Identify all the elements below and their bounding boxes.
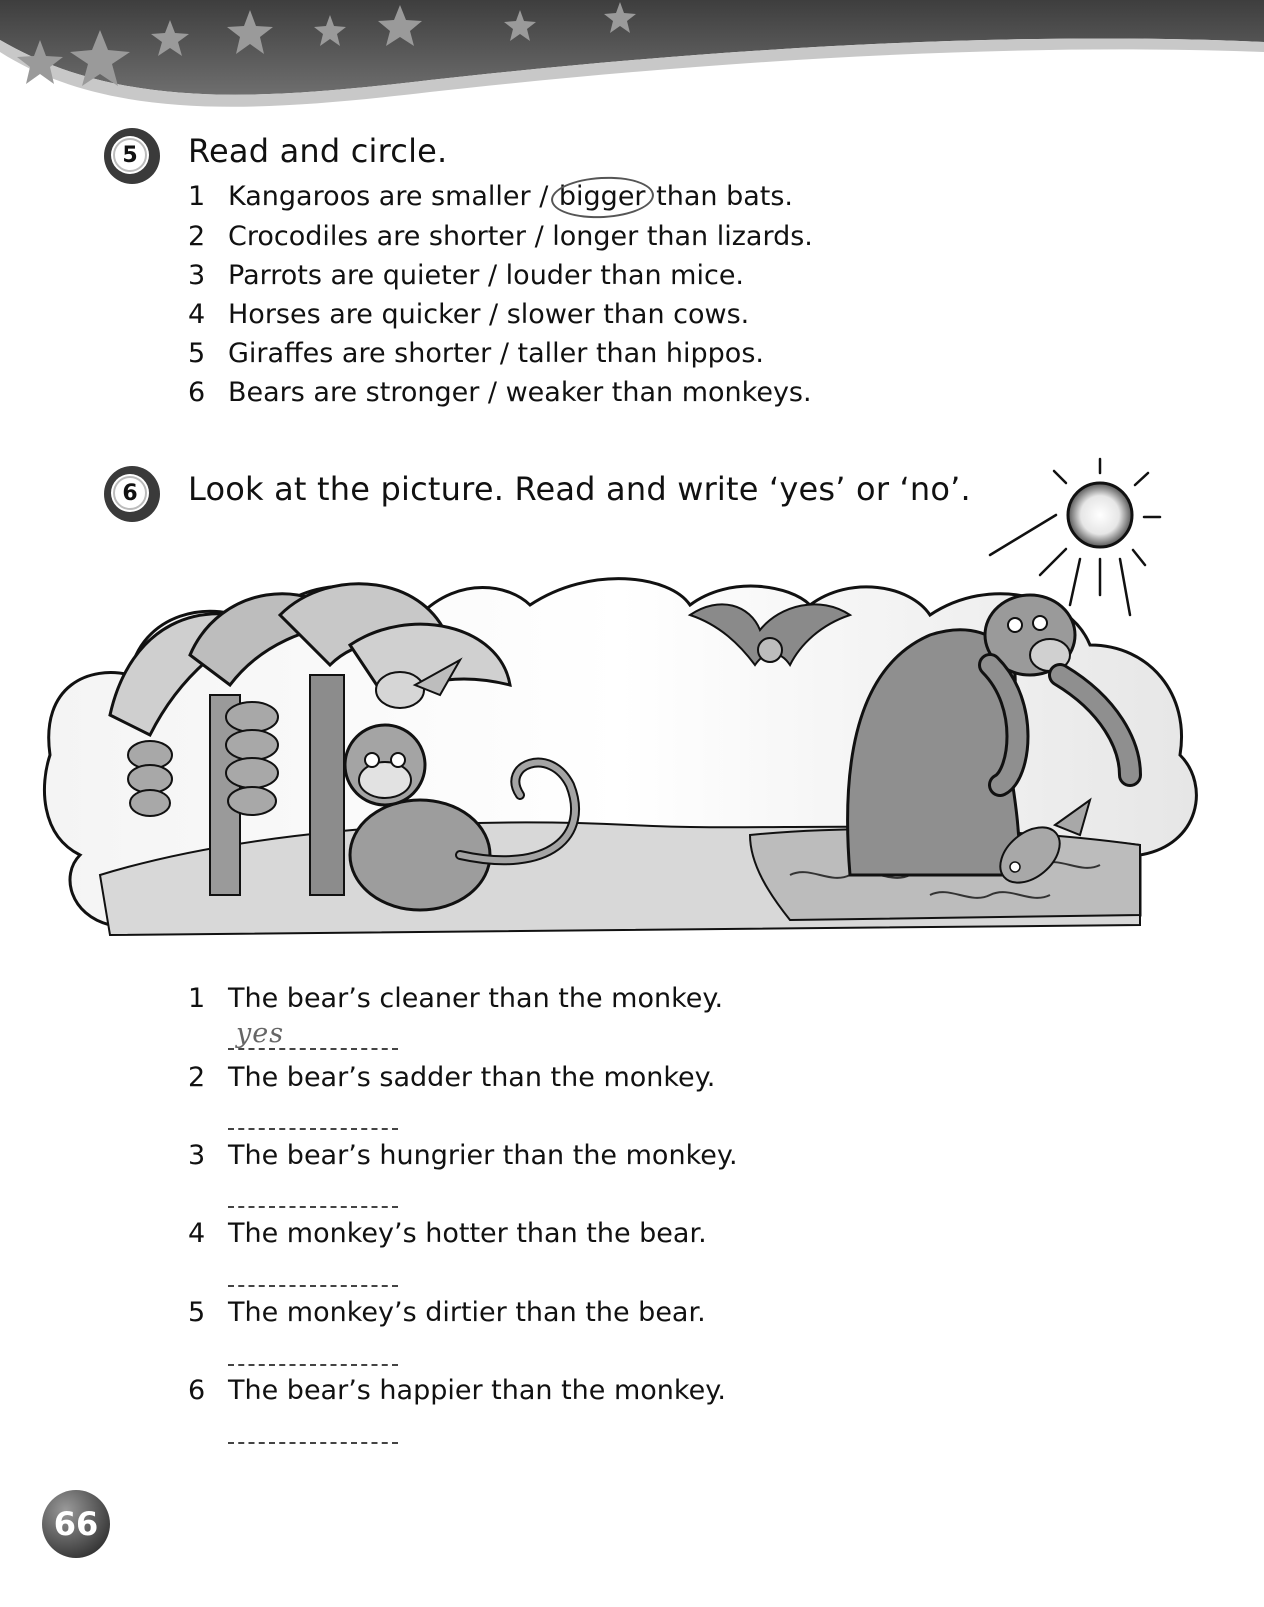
exercise-number: 5 [122, 142, 138, 168]
item-number: 6 [188, 377, 206, 408]
sun-icon [990, 459, 1160, 615]
item-text-before: Kangaroos are smaller / [228, 181, 557, 212]
page-number-badge [40, 1488, 112, 1560]
item-text: Bears are stronger / weaker than monkeys. [228, 377, 812, 408]
item-number: 3 [188, 1140, 206, 1171]
item-number: 5 [188, 338, 206, 369]
answer-field[interactable] [228, 1442, 398, 1444]
header-banner [0, 0, 1264, 130]
item-number: 3 [188, 260, 206, 291]
answer-field[interactable] [228, 1048, 398, 1050]
item-text: The bear’s sadder than the monkey. [228, 1062, 716, 1093]
item-number: 5 [188, 1297, 206, 1328]
item-number: 2 [188, 1062, 206, 1093]
answer-field[interactable] [228, 1206, 398, 1208]
item-text: The monkey’s dirtier than the bear. [228, 1297, 706, 1328]
jungle-illustration [30, 455, 1230, 975]
answer-field[interactable] [228, 1364, 398, 1366]
list-item [188, 983, 723, 1014]
item-text: The bear’s hungrier than the monkey. [228, 1140, 738, 1171]
list-item[interactable] [188, 338, 764, 369]
answer-field[interactable] [228, 1285, 398, 1287]
list-item[interactable] [188, 299, 749, 330]
item-number: 2 [188, 221, 206, 252]
item-number: 4 [188, 1218, 206, 1249]
item-text: Giraffes are shorter / taller than hippos. [228, 338, 764, 369]
item-number: 1 [188, 181, 206, 212]
list-item [188, 1062, 715, 1093]
item-text: The bear’s cleaner than the monkey. [228, 983, 724, 1014]
list-item [188, 1297, 706, 1328]
list-item [188, 1140, 738, 1171]
page-number: 66 [53, 1505, 99, 1543]
exercise-title: Look at the picture. Read and write ‘yes’ or ‘no’. [188, 470, 971, 508]
list-item[interactable] [188, 377, 812, 408]
item-text: The bear’s happier than the monkey. [228, 1375, 726, 1406]
list-item [188, 1375, 726, 1406]
item-number: 4 [188, 299, 206, 330]
item-text: Horses are quicker / slower than cows. [228, 299, 750, 330]
list-item [188, 181, 793, 212]
exercise-number: 6 [122, 480, 138, 506]
answer-field[interactable] [228, 1128, 398, 1130]
item-text: Parrots are quieter / louder than mice. [228, 260, 745, 291]
item-number: 6 [188, 1375, 206, 1406]
answer-text: yes [236, 1018, 285, 1049]
exercise-title: Read and circle. [188, 132, 448, 170]
circled-answer[interactable]: bigger [558, 181, 646, 212]
item-text-after: than bats. [647, 181, 793, 212]
item-number: 1 [188, 983, 206, 1014]
item-text: Crocodiles are shorter / longer than lizards. [228, 221, 813, 252]
list-item [188, 1218, 707, 1249]
list-item[interactable] [188, 260, 744, 291]
exercise-number-badge [100, 124, 164, 188]
item-text: The monkey’s hotter than the bear. [228, 1218, 707, 1249]
list-item[interactable] [188, 221, 813, 252]
